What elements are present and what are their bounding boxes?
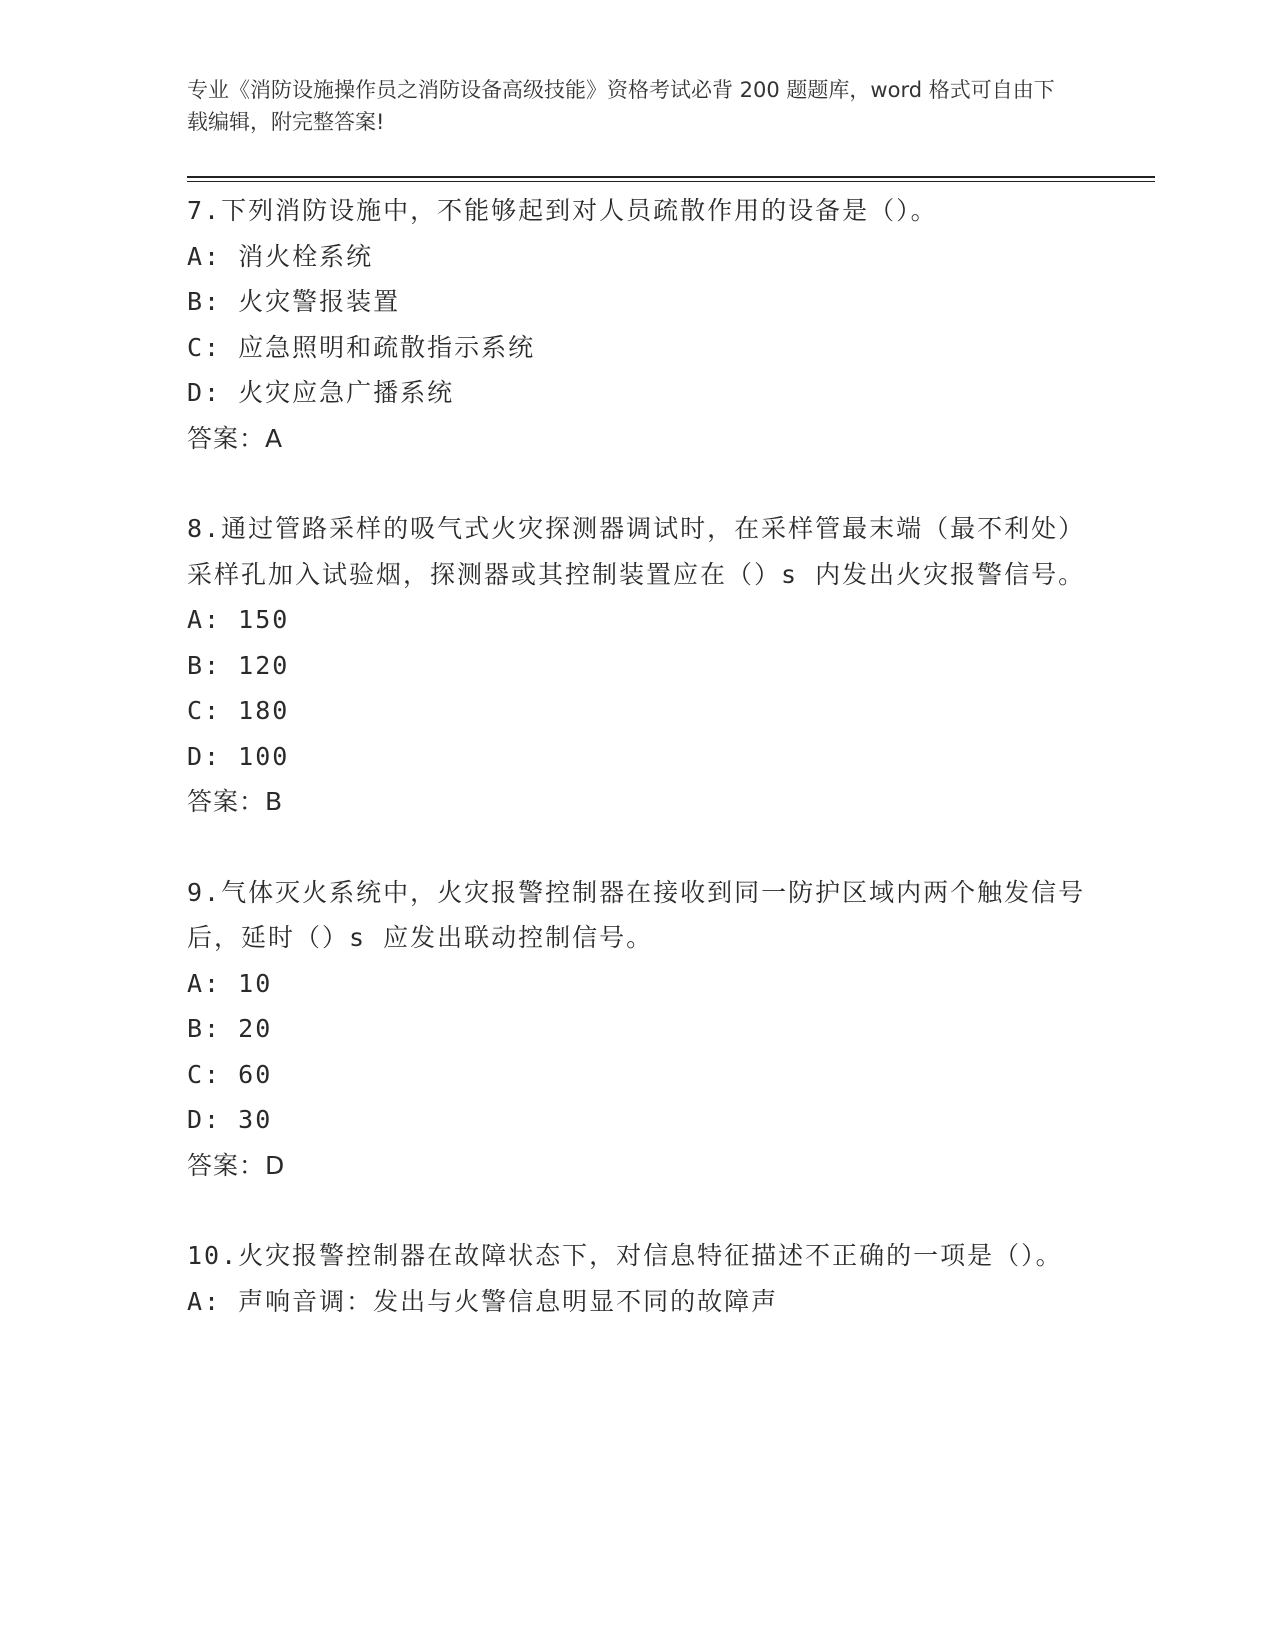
option-c: C: 180 bbox=[187, 696, 290, 725]
question-stem: 10.火灾报警控制器在故障状态下，对信息特征描述不正确的一项是（）。 bbox=[187, 1241, 1063, 1270]
option-d: D: 30 bbox=[187, 1105, 273, 1134]
answer: 答案：B bbox=[187, 787, 284, 816]
option-a: A: 消火栓系统 bbox=[187, 241, 374, 271]
option-d: D: 100 bbox=[187, 741, 290, 771]
question-list bbox=[187, 188, 1087, 1369]
option-c: C: 应急照明和疏散指示系统 bbox=[187, 332, 536, 362]
header-divider-thick bbox=[187, 176, 1155, 178]
question-8 bbox=[187, 506, 1087, 825]
option-d: D: 火灾应急广播系统 bbox=[187, 378, 455, 407]
option-c: C: 60 bbox=[187, 1059, 273, 1089]
option-b: B: 20 bbox=[187, 1014, 273, 1043]
question-9 bbox=[187, 870, 1087, 1189]
option-b: B: 120 bbox=[187, 650, 290, 680]
question-stem: 7.下列消防设施中，不能够起到对人员疏散作用的设备是（）。 bbox=[187, 196, 938, 225]
option-b: B: 火灾警报装置 bbox=[187, 287, 401, 316]
answer: 答案：A bbox=[187, 423, 284, 453]
question-10 bbox=[187, 1233, 1087, 1324]
option-a: A: 10 bbox=[187, 968, 273, 998]
option-a: A: 150 bbox=[187, 605, 290, 634]
header-divider-thin bbox=[187, 181, 1155, 182]
answer: 答案：D bbox=[187, 1150, 286, 1180]
document-header: 专业《消防设施操作员之消防设备高级技能》资格考试必背 200 题题库，word 格式可自由下载编辑，附完整答案! bbox=[187, 78, 1055, 134]
question-stem: 9.气体灭火系统中，火灾报警控制器在接收到同一防护区域内两个触发信号后，延时（）s 应发出联动控制信号。 bbox=[187, 877, 1086, 952]
option-a: A: 声响音调：发出与火警信息明显不同的故障声 bbox=[187, 1286, 779, 1316]
question-7 bbox=[187, 188, 1087, 461]
question-stem: 8.通过管路采样的吸气式火灾探测器调试时，在采样管最末端（最不利处）采样孔加入试验烟，探测器或其控制装置应在（）s 内发出火灾报警信号。 bbox=[187, 514, 1086, 589]
